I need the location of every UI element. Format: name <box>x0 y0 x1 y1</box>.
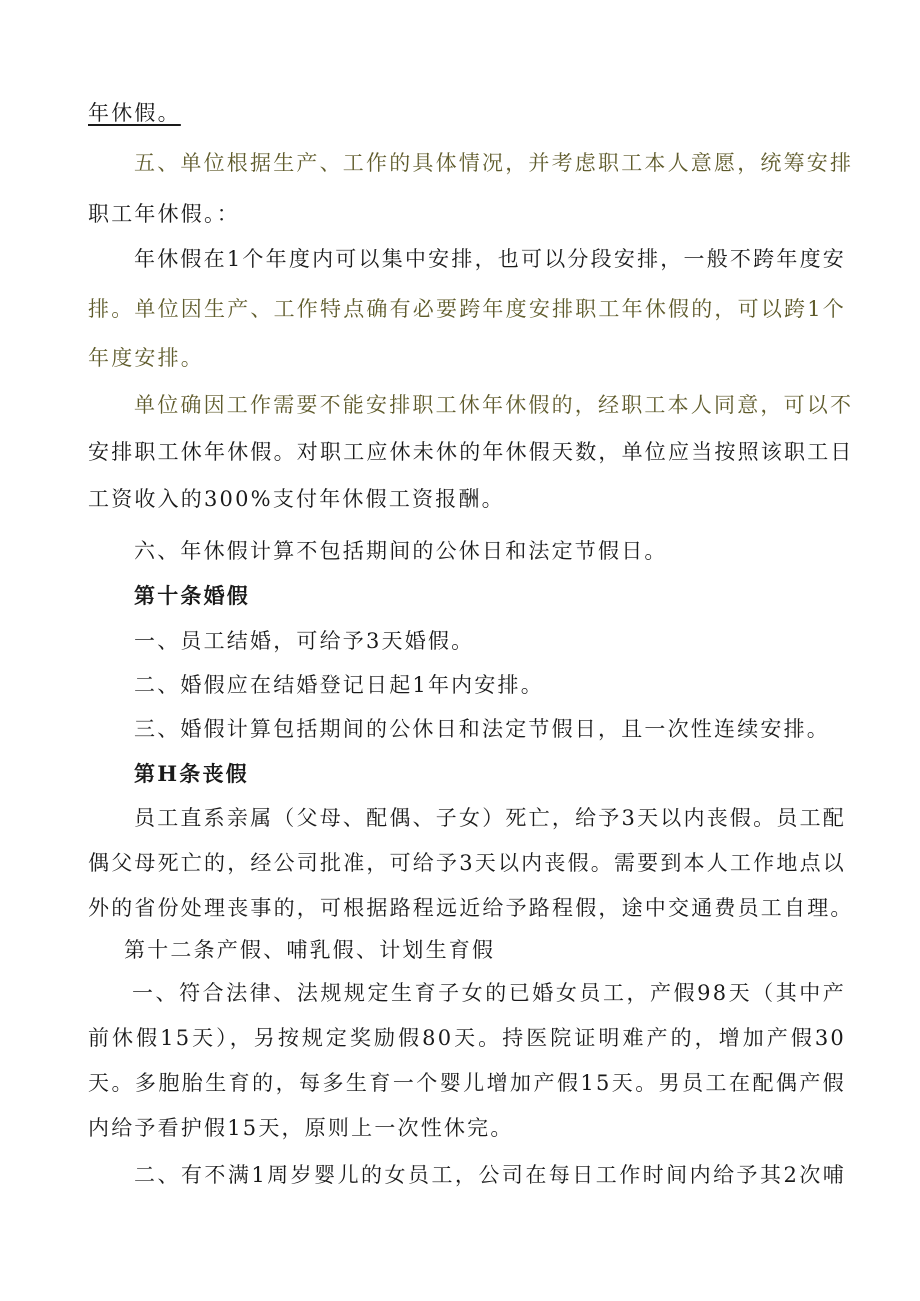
text-line-3: 职工年休假。： <box>88 202 240 226</box>
text-line-16: 员工直系亲属（父母、配偶、子女）死亡，给予3天以内丧假。员工配 <box>134 806 846 830</box>
text-line-24: 二、有不满1周岁婴儿的女员工，公司在每日工作时间内给予其2次哺 <box>134 1163 846 1187</box>
text-line-12: 一、员工结婚，可给予3天婚假。 <box>134 629 475 653</box>
section-heading-marriage-leave: 第十条婚假 <box>134 583 250 608</box>
section-heading-maternity-leave: 第十二条产假、哺乳假、计划生育假 <box>124 938 496 962</box>
text-line-10: 六、年休假计算不包括期间的公休日和法定节假日。 <box>134 539 668 563</box>
section-heading-bereavement-leave: 第H条丧假 <box>134 761 249 786</box>
text-line-7: 单位确因工作需要不能安排职工休年休假的，经职工本人同意，可以不 <box>134 393 854 417</box>
text-line-1: 年休假。 <box>88 101 181 125</box>
text-line-18: 外的省份处理丧事的，可根据路程远近给予路程假，途中交通费员工自理。 <box>88 896 854 920</box>
text-line-5: 排。单位因生产、工作特点确有必要跨年度安排职工年休假的，可以跨1个 <box>88 297 846 321</box>
text-line-6: 年度安排。 <box>88 346 204 370</box>
text-line-21: 前休假15天），另按规定奖励假80天。持医院证明难产的，增加产假30 <box>88 1026 846 1050</box>
text-line-4: 年休假在1个年度内可以集中安排，也可以分段安排，一般不跨年度安 <box>134 247 846 271</box>
text-line-9: 工资收入的300%支付年休假工资报酬。 <box>88 487 505 511</box>
text-line-17: 偶父母死亡的，经公司批准，可给予3天以内丧假。需要到本人工作地点以 <box>88 851 846 875</box>
text-line-22: 天。多胞胎生育的，每多生育一个婴儿增加产假15天。男员工在配偶产假 <box>88 1071 846 1095</box>
text-line-13: 二、婚假应在结婚登记日起1年内安排。 <box>134 673 544 697</box>
text-line-23: 内给予看护假15天，原则上一次性休完。 <box>88 1116 514 1140</box>
text-line-20: 一、符合法律、法规规定生育子女的已婚女员工，产假98天（其中产 <box>132 981 846 1005</box>
text-line-8: 安排职工休年休假。对职工应休未休的年休假天数，单位应当按照该职工日 <box>88 440 854 464</box>
text-line-14: 三、婚假计算包括期间的公休日和法定节假日，且一次性连续安排。 <box>134 717 830 741</box>
text-line-2: 五、单位根据生产、工作的具体情况，并考虑职工本人意愿，统筹安排 <box>134 151 854 175</box>
